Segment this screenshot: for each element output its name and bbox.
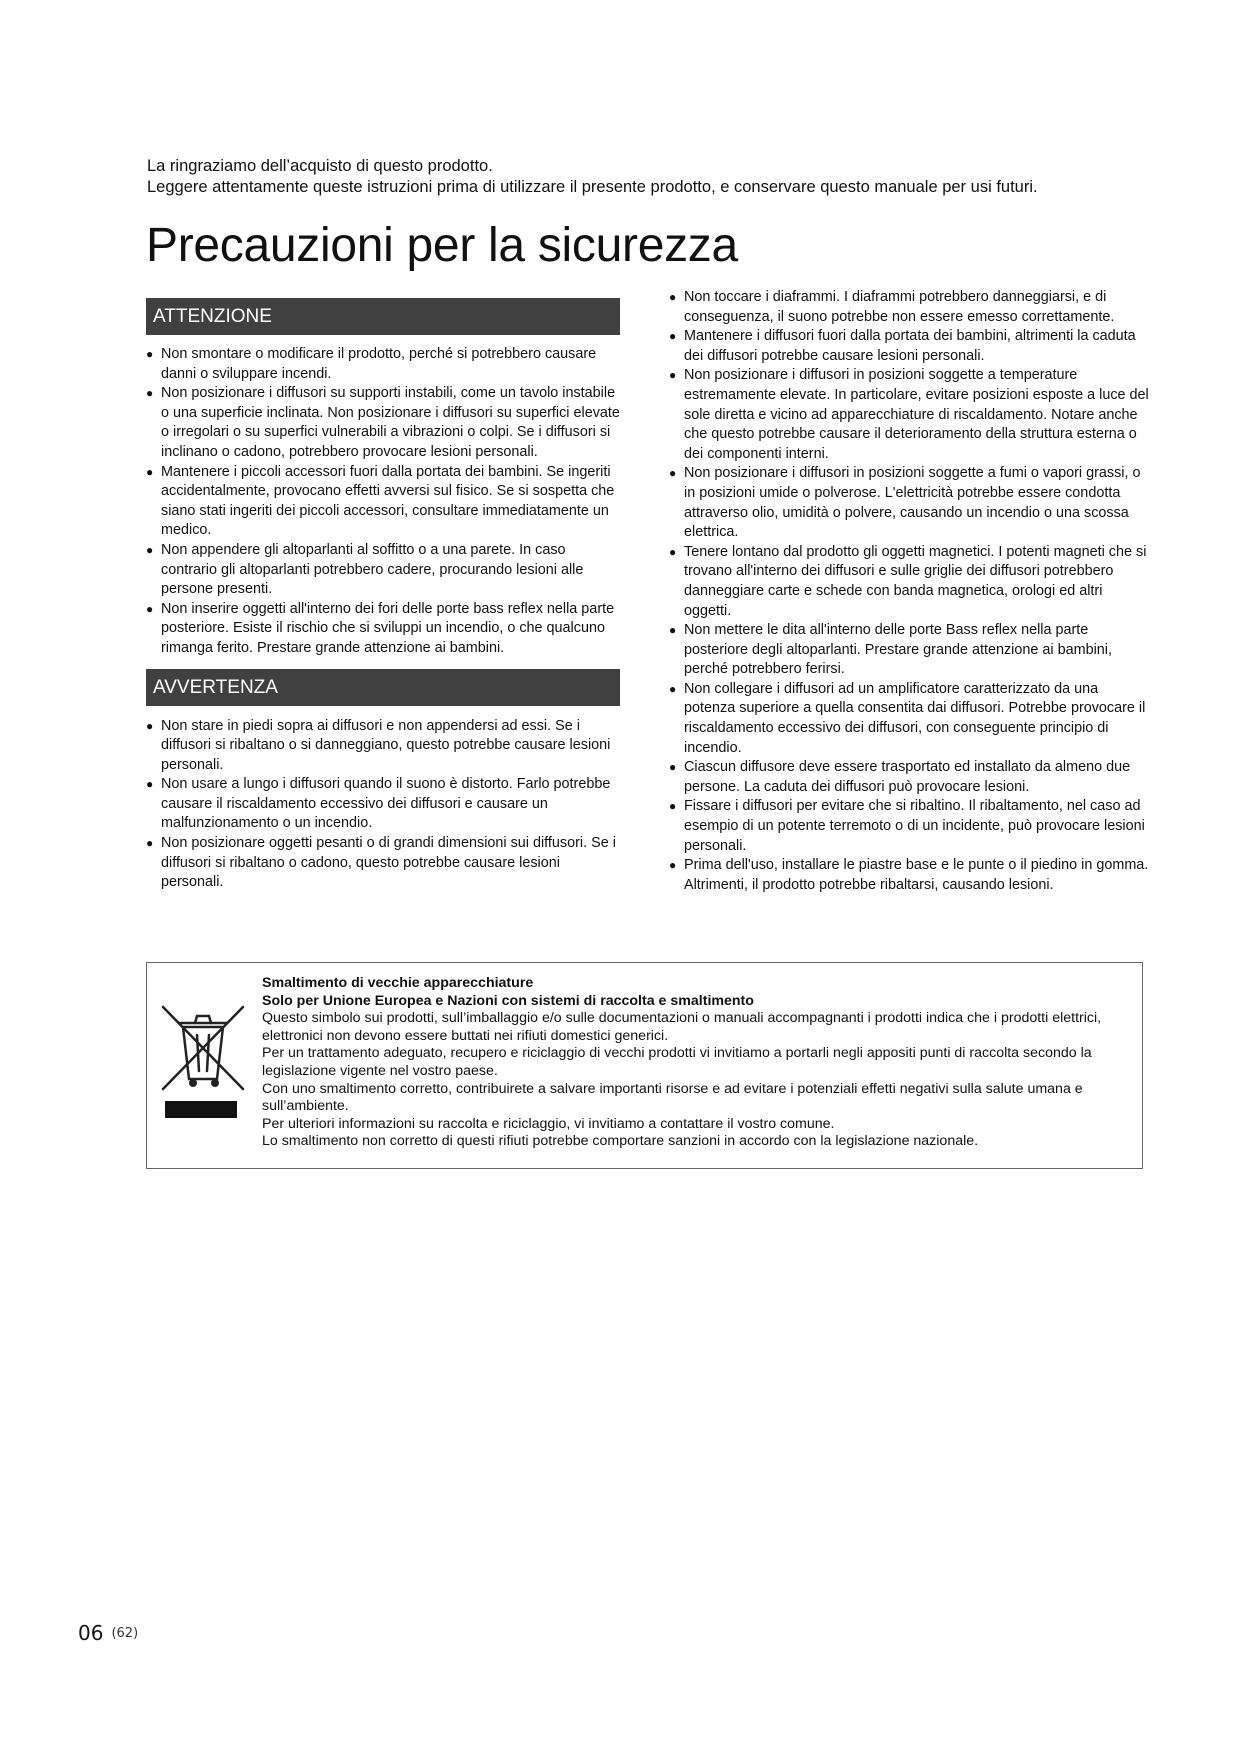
disposal-paragraph: Lo smaltimento non corretto di questi rifiuti potrebbe comportare sanzioni in accordo con la legislazione nazionale. xyxy=(262,1133,979,1150)
list-item: ● Mantenere i piccoli accessori fuori dalla portata dei bambini. Se ingeriti accidentalmente, provocano effetti avversi sul fisico. Se si sospetta che siano stati ingeriti dei piccoli accessori, consultare immediatamente un medico. xyxy=(146,463,615,539)
weee-crossed-bin-icon xyxy=(157,1001,249,1121)
bullet-icon: ● xyxy=(146,836,154,851)
bullet-icon: ● xyxy=(146,542,154,557)
disposal-subtitle: Solo per Unione Europea e Nazioni con sistemi di raccolta e smaltimento xyxy=(262,992,754,1009)
list-item: ● Non posizionare oggetti pesanti o di grandi dimensioni sui diffusori. Se i diffusori si ribaltano o cadono, questo potrebbe causare lesioni personali. xyxy=(146,835,616,891)
right-column xyxy=(669,288,1149,895)
list-item: ● Non appendere gli altoparlanti al soffitto o a una parete. In caso contrario gli altoparlanti potrebbero cadere, procurando lesioni alle persone presenti. xyxy=(146,541,584,598)
list-item: ● Non posizionare i diffusori in posizioni soggette a fumi o vapori grassi, o in posizioni umide o polverose. L'elettricità potrebbe essere condotta attraverso olio, umidità o polvere, causando un incendio o una scossa elettrica. xyxy=(669,465,1141,541)
bullet-icon: ● xyxy=(146,777,154,792)
list-item: ● Mantenere i diffusori fuori dalla portata dei bambini, altrimenti la caduta dei diffusori potrebbe causare lesioni personali. xyxy=(669,328,1136,364)
intro-line-1: La ringraziamo dell’acquisto di questo prodotto. xyxy=(147,157,493,175)
bullet-icon: ● xyxy=(146,464,154,479)
list-item: ● Non posizionare i diffusori in posizioni soggette a temperature estremamente elevate. In particolare, evitare posizioni esposte a luce del sole diretta e vicino ad apparecchiature di riscaldamento. Notare anche che questo potrebbe causare il deterioramento della struttura esterna o dei componenti interni. xyxy=(669,367,1149,462)
bullet-icon: ● xyxy=(146,718,154,733)
disposal-paragraph: Per ulteriori informazioni su raccolta e riciclaggio, vi invitiamo a contattare il vostro comune. xyxy=(262,1115,835,1132)
bullet-icon: ● xyxy=(669,329,677,344)
list-item: ● Non mettere le dita all'interno delle porte Bass reflex nella parte posteriore degli altoparlanti. Prestare grande attenzione ai bambini, perché potrebbero ferirsi. xyxy=(669,622,1112,678)
avvertenza-list xyxy=(146,717,620,893)
page-reference: (62) xyxy=(111,1626,139,1641)
list-item: ● Fissare i diffusori per evitare che si ribaltino. Il ribaltamento, nel caso ad esempio di un potente terremoto o di un incidente, può provocare lesioni personali. xyxy=(669,798,1145,854)
list-item: ● Non usare a lungo i diffusori quando il suono è distorto. Farlo potrebbe causare il riscaldamento eccessivo dei diffusori e causare un malfunzionamento o un incendio. xyxy=(146,776,611,832)
bullet-icon: ● xyxy=(669,799,677,814)
left-column xyxy=(146,298,620,893)
disposal-notice xyxy=(146,962,1143,1169)
disposal-paragraph: Con uno smaltimento corretto, contribuirete a salvare importanti risorse e ad evitare i potenziali effetti negativi sulla salute umana e sull’ambiente. xyxy=(262,1080,1083,1115)
bullet-icon: ● xyxy=(146,347,154,361)
bullet-icon: ● xyxy=(146,601,154,616)
bullet-icon: ● xyxy=(669,544,677,559)
bullet-icon: ● xyxy=(669,466,677,481)
list-item: ● Non inserire oggetti all'interno dei fori delle porte bass reflex nella parte posteriore. Esiste il rischio che si sviluppi un incendio, o che qualcuno rimanga ferito. Prestare grande attenzione ai bambini. xyxy=(146,600,615,656)
list-item: ● Non stare in piedi sopra ai diffusori e non appendersi ad essi. Se i diffusori si ribaltano o si danneggiano, questo potrebbe causare lesioni personali. xyxy=(146,717,611,773)
list-item: ● Non collegare i diffusori ad un amplificatore caratterizzato da una potenza superiore a quella consentita dai diffusori. Potrebbe provocare il riscaldamento eccessivo dei diffusori, con conseguente principio di incendio. xyxy=(669,680,1146,756)
disposal-paragraph: Per un trattamento adeguato, recupero e riciclaggio di vecchi prodotti vi invitiamo a portarli negli appositi punti di raccolta secondo la legislazione vigente nel vostro paese. xyxy=(262,1045,1092,1079)
right-precautions-list xyxy=(669,288,1149,895)
intro-line-2: Leggere attentamente queste istruzioni prima di utilizzare il presente prodotto, e conservare questo manuale per usi futuri. xyxy=(147,178,1038,196)
list-item: ● Prima dell'uso, installare le piastre base e le punte o il piedino in gomma. Altrimenti, il prodotto potrebbe ribaltarsi, causando lesioni. xyxy=(669,857,1149,893)
disposal-title: Smaltimento di vecchie apparecchiature xyxy=(262,975,534,991)
intro-text xyxy=(147,156,1127,198)
bullet-icon: ● xyxy=(669,858,677,873)
bullet-icon: ● xyxy=(146,386,154,401)
bullet-icon: ● xyxy=(669,368,677,383)
bullet-icon: ● xyxy=(669,681,677,696)
list-item: ● Non posizionare i diffusori su supporti instabili, come un tavolo instabile o una superficie inclinata. Non posizionare i diffusori su superfici elevate o irregolari o su superfici vulnerabili a vibrazioni o colpi. Se i diffusori si inclinano o cadono, potrebbero provocare lesioni personali. xyxy=(146,385,620,460)
list-item: ● Tenere lontano dal prodotto gli oggetti magnetici. I potenti magneti che si trovano all'interno dei diffusori e sulle griglie dei diffusori potrebbero danneggiare carte e schede con banda magnetica, orologi ed altri oggetti. xyxy=(669,543,1147,619)
bullet-icon: ● xyxy=(669,623,677,638)
bullet-icon: ● xyxy=(669,760,677,775)
avvertenza-heading: AVVERTENZA xyxy=(146,669,620,706)
list-item: ● Non toccare i diaframmi. I diaframmi potrebbero danneggiarsi, e di conseguenza, il suono potrebbe non essere emesso correttamente. xyxy=(669,289,1115,325)
disposal-paragraph: Questo simbolo sui prodotti, sull’imballaggio e/o sulle documentazioni o manuali accompagnanti i prodotti indica che i prodotti elettrici, elettronici non devono essere buttati nei rifiuti domestici generici. xyxy=(262,1010,1102,1044)
disposal-text xyxy=(262,975,1132,1151)
bullet-icon: ● xyxy=(669,290,677,304)
page-number: 06 xyxy=(78,1621,104,1645)
attenzione-heading: ATTENZIONE xyxy=(146,298,620,335)
page-footer xyxy=(78,1621,138,1645)
attenzione-list xyxy=(146,345,620,659)
list-item: ● Ciascun diffusore deve essere trasportato ed installato da almeno due persone. La caduta dei diffusori può provocare lesioni. xyxy=(669,759,1131,795)
list-item: ● Non smontare o modificare il prodotto, perché si potrebbero causare danni o sviluppare incendi. xyxy=(146,346,597,382)
page-title: Precauzioni per la sicurezza xyxy=(146,219,738,272)
